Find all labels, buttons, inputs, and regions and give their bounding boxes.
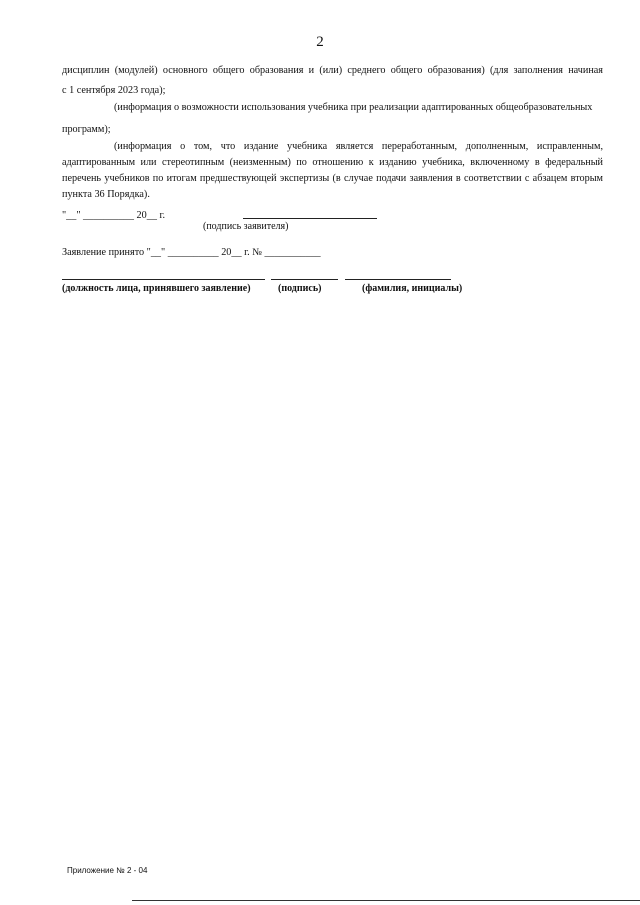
acceptance-line: Заявление принято "__" __________ 20__ г. № ___________ [62,247,321,258]
paragraph-2-line-2: программ); [62,124,111,135]
position-caption: (должность лица, принявшего заявление) [62,283,251,294]
position-rule [62,279,265,280]
name-rule [345,279,451,280]
page-number: 2 [316,34,324,50]
appendix-footer: Приложение № 2 - 04 [67,866,148,875]
applicant-signature-caption: (подпись заявителя) [203,221,289,232]
signature-rule [271,279,338,280]
name-caption: (фамилия, инициалы) [362,283,463,294]
scan-edge-line [132,900,640,901]
applicant-date-line: "__" __________ 20__ г. [62,210,166,221]
paragraph-2-line-1: (информация о возможности использования учебника при реализации адаптированных общеобразовательных [114,102,593,113]
paragraph-3: (информация о том, что издание учебника является переработанным, дополненным, исправленным, адаптированным или стереотипным (неизменным) по отношению к изданию учебника, включенному в федеральный перечень учебников по итогам предшествующей экспертизы (в случае подачи заявления в соответствии с абзацем вторым пункта 36 Порядка). [62,141,603,200]
applicant-signature-rule [243,218,377,219]
paragraph-1-line-1: дисциплин (модулей) основного общего образования и (или) среднего общего образования) (для заполнения начиная [62,65,603,76]
paragraph-1-line-2: с 1 сентября 2023 года); [62,85,166,96]
signature-caption: (подпись) [278,283,322,294]
